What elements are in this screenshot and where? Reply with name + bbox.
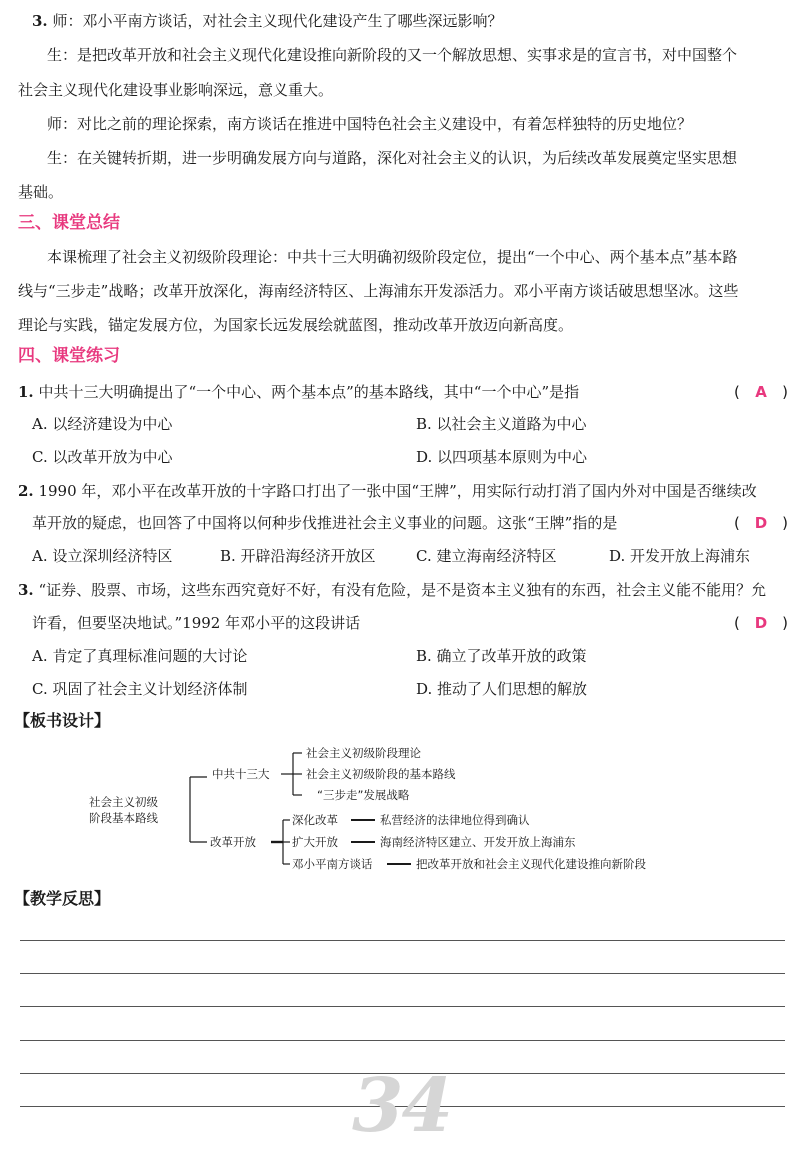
section-heading-summary: 三、课堂总结 (18, 213, 120, 233)
question-stem: “证券、股票、市场，这些东西究竟好不好，有没有危险，是不是资本主义独有的东西，社会主义能不能用？允 (38, 581, 767, 599)
summary-line: 本课梳理了社会主义初级阶段理论：中共十三大明确初级阶段定位，提出“一个中心、两个基本点”基本路 (47, 248, 738, 266)
question-number: 3. (18, 581, 34, 599)
summary-line: 线与“三步走”战略；改革开放深化，海南经济特区、上海浦东开发添活力。邓小平南方谈话破思想坚冰。这些 (18, 282, 739, 300)
writing-line (20, 973, 785, 974)
page-number: 34 (352, 1063, 451, 1149)
question-stem: 1990 年，邓小平在改革开放的十字路口打出了一张中国“王牌”，用实际行动打消了国内外对中国是否继续改 (38, 482, 757, 500)
section-heading-practice: 四、课堂练习 (18, 346, 120, 366)
board-branch2-label: 改革开放 (210, 835, 256, 849)
board-branch1-item: 社会主义初级阶段理论 (306, 746, 421, 760)
board-branch2-key: 邓小平南方谈话 (292, 857, 373, 871)
board-design-heading: 【板书设计】 (14, 711, 111, 730)
question-stem: 中共十三大明确提出了“一个中心、两个基本点”的基本路线，其中“一个中心”是指 (38, 383, 580, 401)
board-branch2-key: 扩大开放 (292, 835, 338, 849)
question-number: 2. (18, 482, 34, 500)
board-branch2-detail: 私营经济的法律地位得到确认 (380, 813, 530, 827)
option-a: A. 肯定了真理标准问题的大讨论 (32, 647, 248, 665)
answer-value: D (754, 614, 768, 632)
option-d: D. 推动了人们思想的解放 (416, 680, 588, 698)
board-branch1-item: 社会主义初级阶段的基本路线 (306, 767, 456, 781)
paren-open: ( (734, 383, 740, 401)
question-stem-continued: 许看，但要坚决地试。”1992 年邓小平的这段讲话 (32, 614, 361, 632)
question-stem-continued: 革开放的疑虑，也回答了中国将以何种步伐推进社会主义事业的问题。这张“王牌”指的是 (32, 514, 618, 532)
writing-line (20, 940, 785, 941)
board-root-line2: 阶段基本路线 (89, 811, 158, 825)
writing-line (20, 1006, 785, 1007)
paren-close: ) (782, 383, 788, 401)
board-branch2-detail: 海南经济特区建立、开发开放上海浦东 (380, 835, 576, 849)
option-c: C. 建立海南经济特区 (416, 547, 557, 565)
board-root-line1: 社会主义初级 (89, 795, 158, 809)
board-branch1-label: 中共十三大 (212, 767, 270, 781)
teacher-question: 师：对比之前的理论探索，南方谈话在推进中国特色社会主义建设中，有着怎样独特的历史地位？ (47, 115, 693, 133)
option-d: D. 以四项基本原则为中心 (416, 448, 588, 466)
student-answer-line: 基础。 (18, 183, 64, 201)
board-branch2-detail: 把改革开放和社会主义现代化建设推向新阶段 (416, 857, 646, 871)
student-answer-line: 生：在关键转折期，进一步明确发展方向与道路，深化对社会主义的认识，为后续改革发展奠定坚实思想 (47, 149, 738, 167)
option-b: B. 开辟沿海经济开放区 (220, 547, 376, 565)
option-d: D. 开发开放上海浦东 (609, 547, 751, 565)
teaching-reflection-heading: 【教学反思】 (14, 889, 111, 908)
answer-value: D (754, 514, 768, 532)
paren-close: ) (782, 614, 788, 632)
paren-close: ) (782, 514, 788, 532)
option-a: A. 设立深圳经济特区 (32, 547, 173, 565)
board-branch2-key: 深化改革 (292, 813, 338, 827)
board-branch1-item: “三步走”发展战略 (317, 788, 410, 802)
option-b: B. 确立了改革开放的政策 (416, 647, 587, 665)
question-number: 1. (18, 383, 34, 401)
option-a: A. 以经济建设为中心 (32, 415, 173, 433)
option-c: C. 以改革开放为中心 (32, 448, 173, 466)
student-answer-line: 生：是把改革开放和社会主义现代化建设推向新阶段的又一个解放思想、实事求是的宣言书，对中国整个 (47, 46, 738, 64)
option-b: B. 以社会主义道路为中心 (416, 415, 587, 433)
answer-value: A (755, 383, 767, 401)
question-number: 3. (32, 12, 48, 30)
student-answer-line: 社会主义现代化建设事业影响深远，意义重大。 (18, 81, 334, 99)
paren-open: ( (734, 514, 740, 532)
paren-open: ( (734, 614, 740, 632)
option-c: C. 巩固了社会主义计划经济体制 (32, 680, 248, 698)
writing-line (20, 1040, 785, 1041)
summary-line: 理论与实践，锚定发展方位，为国家长远发展绘就蓝图，推动改革开放迈向新高度。 (18, 316, 574, 334)
question-text: 师：邓小平南方谈话，对社会主义现代化建设产生了哪些深远影响？ (52, 12, 503, 30)
